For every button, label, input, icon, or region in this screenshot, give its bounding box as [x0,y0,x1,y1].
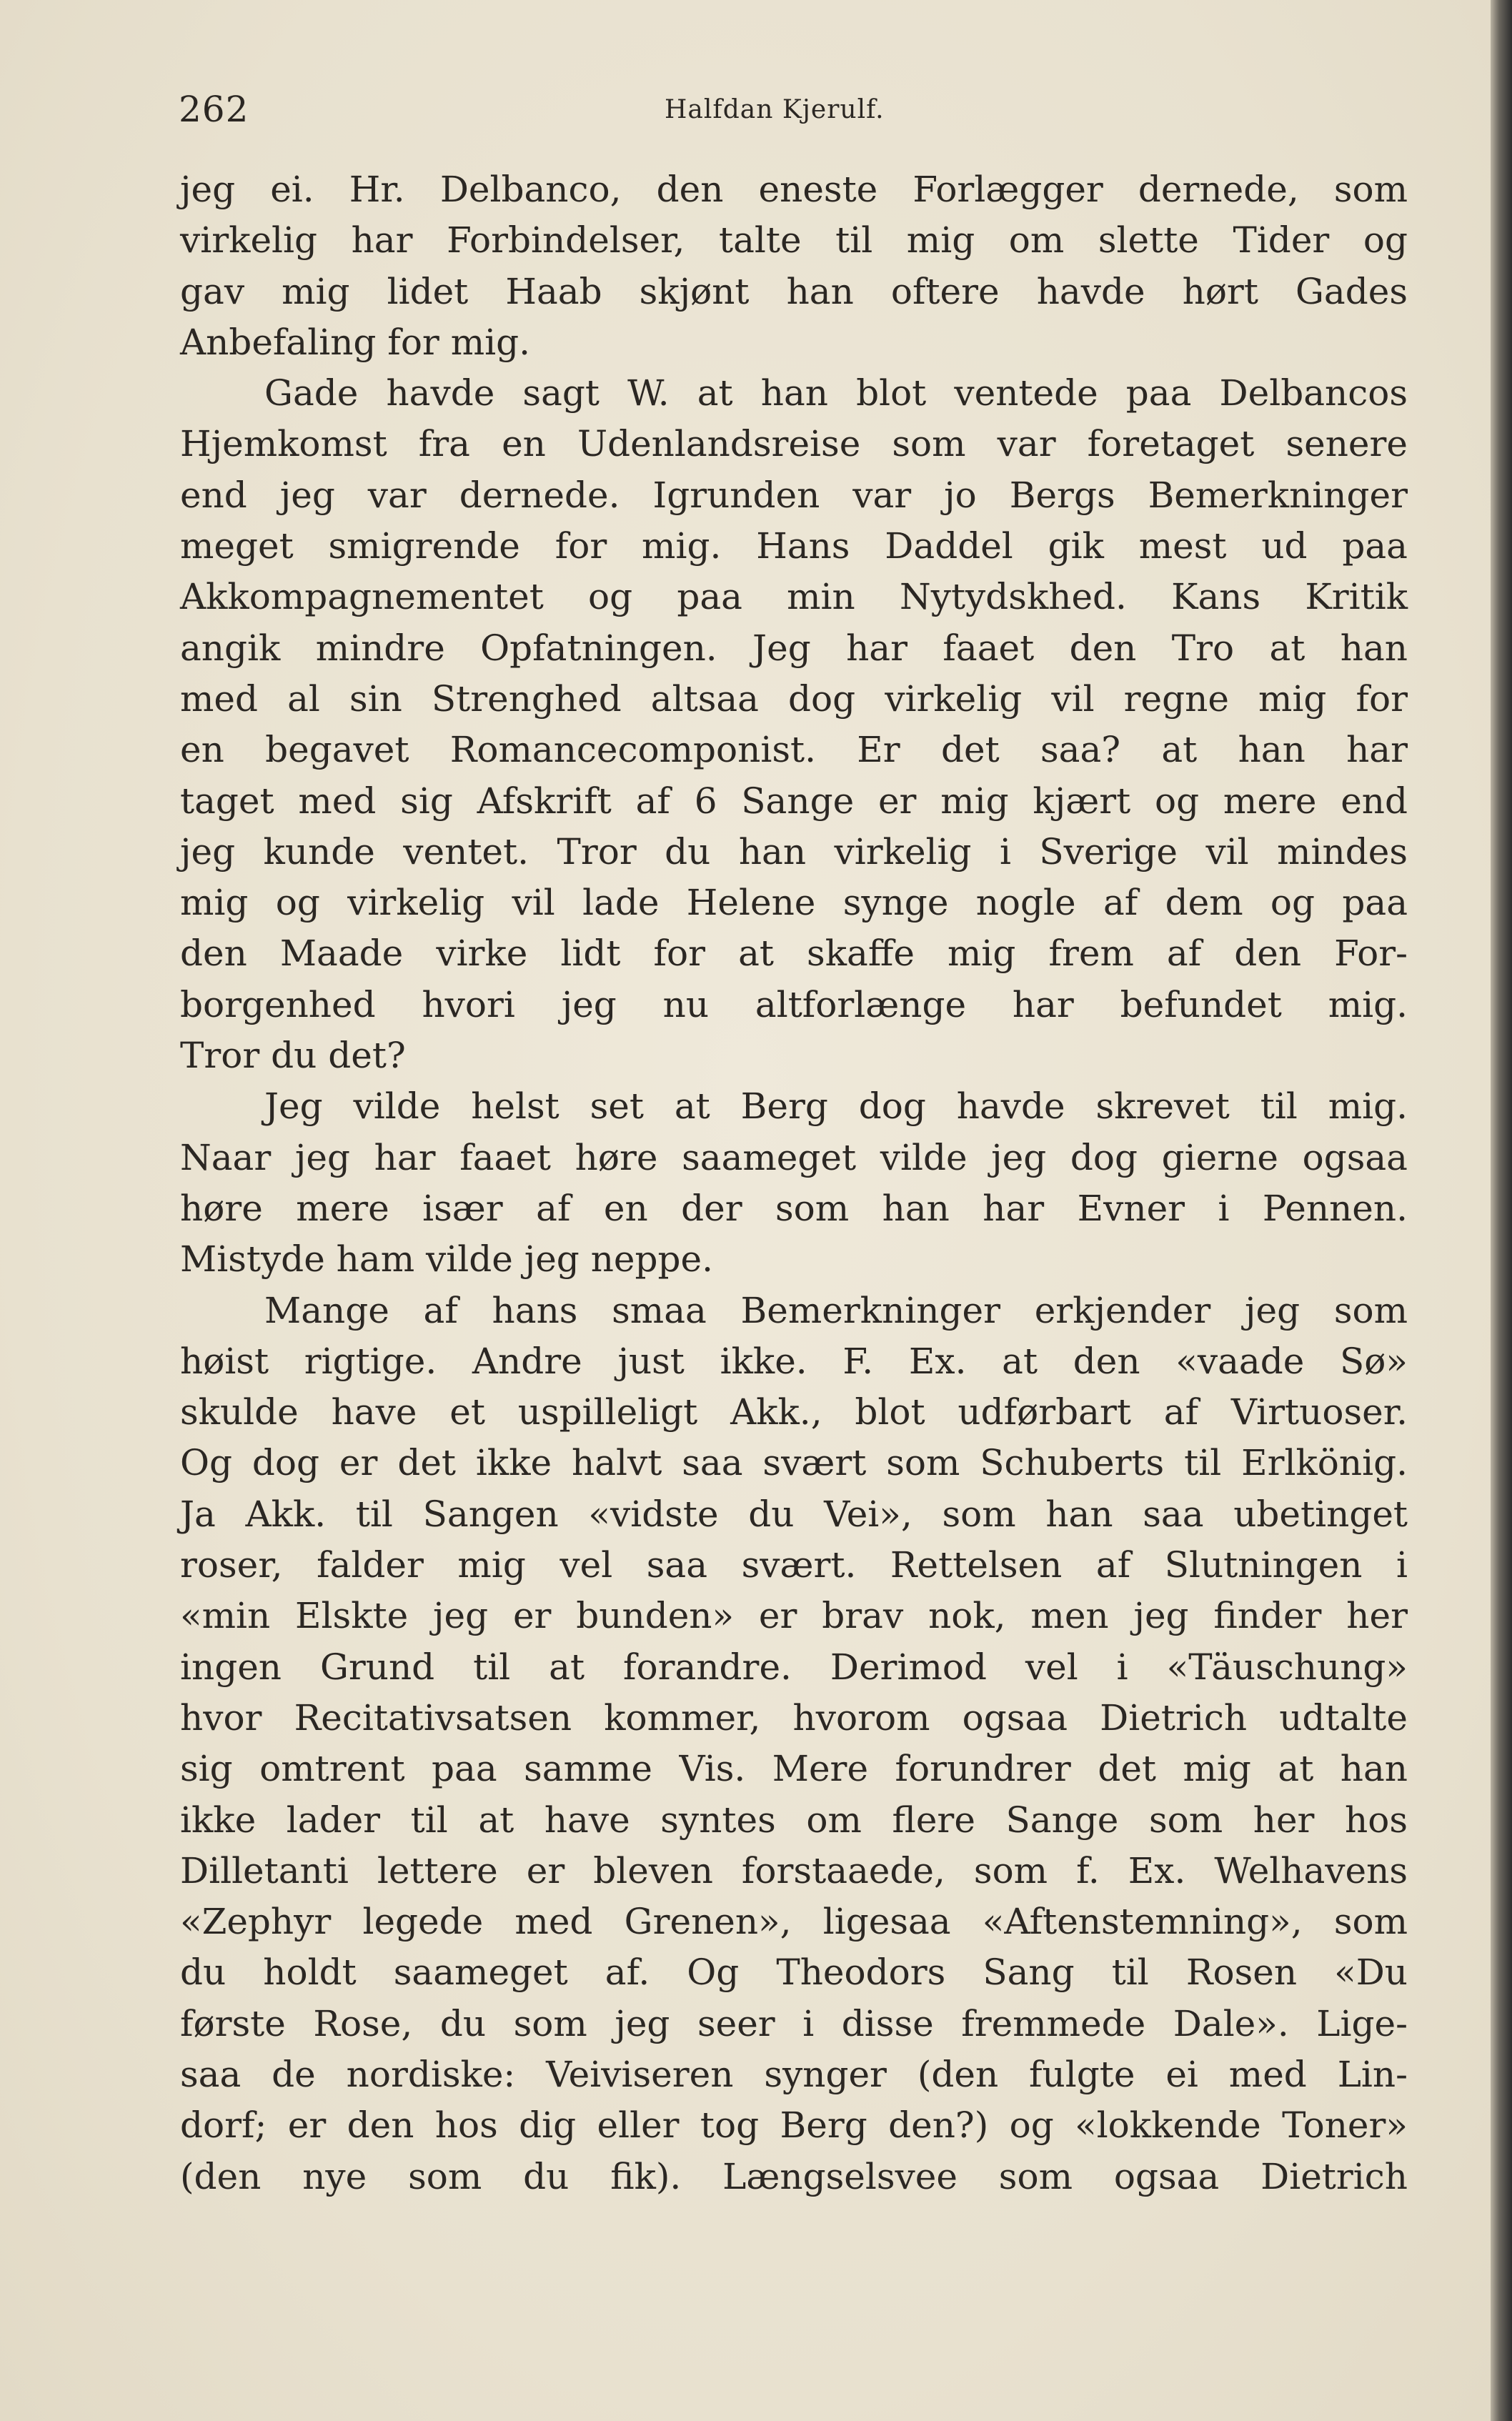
running-title: Halfdan Kjerulf. [665,95,885,124]
text-line: «min Elskte jeg er bunden» er brav nok, men jeg finder her [180,1595,1408,1637]
text-line: virkelig har Forbindelser, talte til mig om slette Tider og [180,219,1408,262]
text-line: ikke lader til at have syntes om flere Sange som her hos [180,1799,1408,1841]
text-line: Akkompagnementet og paa min Nytydskhed. Kans Kritik [180,576,1408,618]
text-line: første Rose, du som jeg seer i disse fremmede Dale». Lige- [180,2002,1408,2044]
text-line: jeg ei. Hr. Delbanco, den eneste Forlægger dernede, som [180,169,1408,210]
text-line: meget smigrende for mig. Hans Daddel gik mest ud paa [180,525,1408,567]
text-line: «Zephyr legede med Grenen», ligesaa «Aftenstemning», som [180,1901,1408,1943]
text-line: Dilletanti lettere er bleven forstaaede, som f. Ex. Welhavens [180,1849,1408,1891]
text-line: hvor Recitativsatsen kommer, hvorom ogsaa Dietrich udtalte [180,1696,1408,1739]
text-line: jeg kunde ventet. Tror du han virkelig i Sverige vil mindes [180,830,1408,873]
text-line: roser, falder mig vel saa svært. Rettelsen af Slutningen i [180,1544,1408,1586]
text-line: Anbefaling for mig. [180,321,531,363]
text-line: høre mere især af en der som han har Evner i Pennen. [180,1187,1408,1229]
text-line: Tror du det? [180,1035,406,1077]
text-line: Hjemkomst fra en Udenlandsreise som var foretaget senere [180,423,1408,465]
text-line: gav mig lidet Haab skjønt han oftere havde hørt Gades [180,270,1408,312]
text-line: saa de nordiske: Veiviseren synger (den fulgte ei med Lin- [180,2053,1408,2095]
text-line: Jeg vilde helst set at Berg dog havde skrevet til mig. [264,1085,1408,1128]
text-line: taget med sig Afskrift af 6 Sange er mig kjært og mere end [180,780,1408,822]
text-line: mig og virkelig vil lade Helene synge nogle af dem og paa [180,882,1408,924]
text-line: end jeg var dernede. Igrunden var jo Bergs Bemerkninger [180,474,1408,516]
text-line: borgenhed hvori jeg nu altforlænge har befundet mig. [180,983,1408,1025]
text-line: Gade havde sagt W. at han blot ventede paa Delbancos [264,372,1408,414]
text-line: dorf; er den hos dig eller tog Berg den?) og «lokkende Toner» [180,2104,1408,2147]
text-line: en begavet Romancecomponist. Er det saa? at han har [180,729,1408,771]
text-line: du holdt saameget af. Og Theodors Sang til Rosen «Du [180,1952,1408,1994]
body-text [180,164,1408,2202]
running-head [179,84,1408,134]
text-line: med al sin Strenghed altsaa dog virkelig vil regne mig for [180,677,1408,720]
text-line: (den nye som du fik). Længselsvee som ogsaa Dietrich [180,2155,1408,2197]
text-line: Naar jeg har faaet høre saameget vilde jeg dog gierne ogsaa [180,1136,1408,1178]
page-number: 262 [179,89,249,130]
text-line: skulde have et uspilleligt Akk., blot udførbart af Virtuoser. [180,1391,1408,1433]
text-line: høist rigtige. Andre just ikke. F. Ex. at den «vaade Sø» [180,1340,1408,1382]
text-line: Mistyde ham vilde jeg neppe. [180,1238,713,1281]
page-edge-shadow [1491,0,1512,2421]
text-line: Ja Akk. til Sangen «vidste du Vei», som han saa ubetinget [180,1493,1408,1535]
text-line: angik mindre Opfatningen. Jeg har faaet den Tro at han [180,627,1408,669]
text-line: sig omtrent paa samme Vis. Mere forundrer det mig at han [180,1748,1408,1790]
text-line: Mange af hans smaa Bemerkninger erkjender jeg som [264,1289,1408,1331]
text-line: Og dog er det ikke halvt saa svært som Schuberts til Erlkönig. [180,1442,1408,1484]
text-line: den Maade virke lidt for at skaffe mig frem af den For- [180,933,1408,975]
text-line: ingen Grund til at forandre. Derimod vel i «Täuschung» [180,1646,1408,1688]
